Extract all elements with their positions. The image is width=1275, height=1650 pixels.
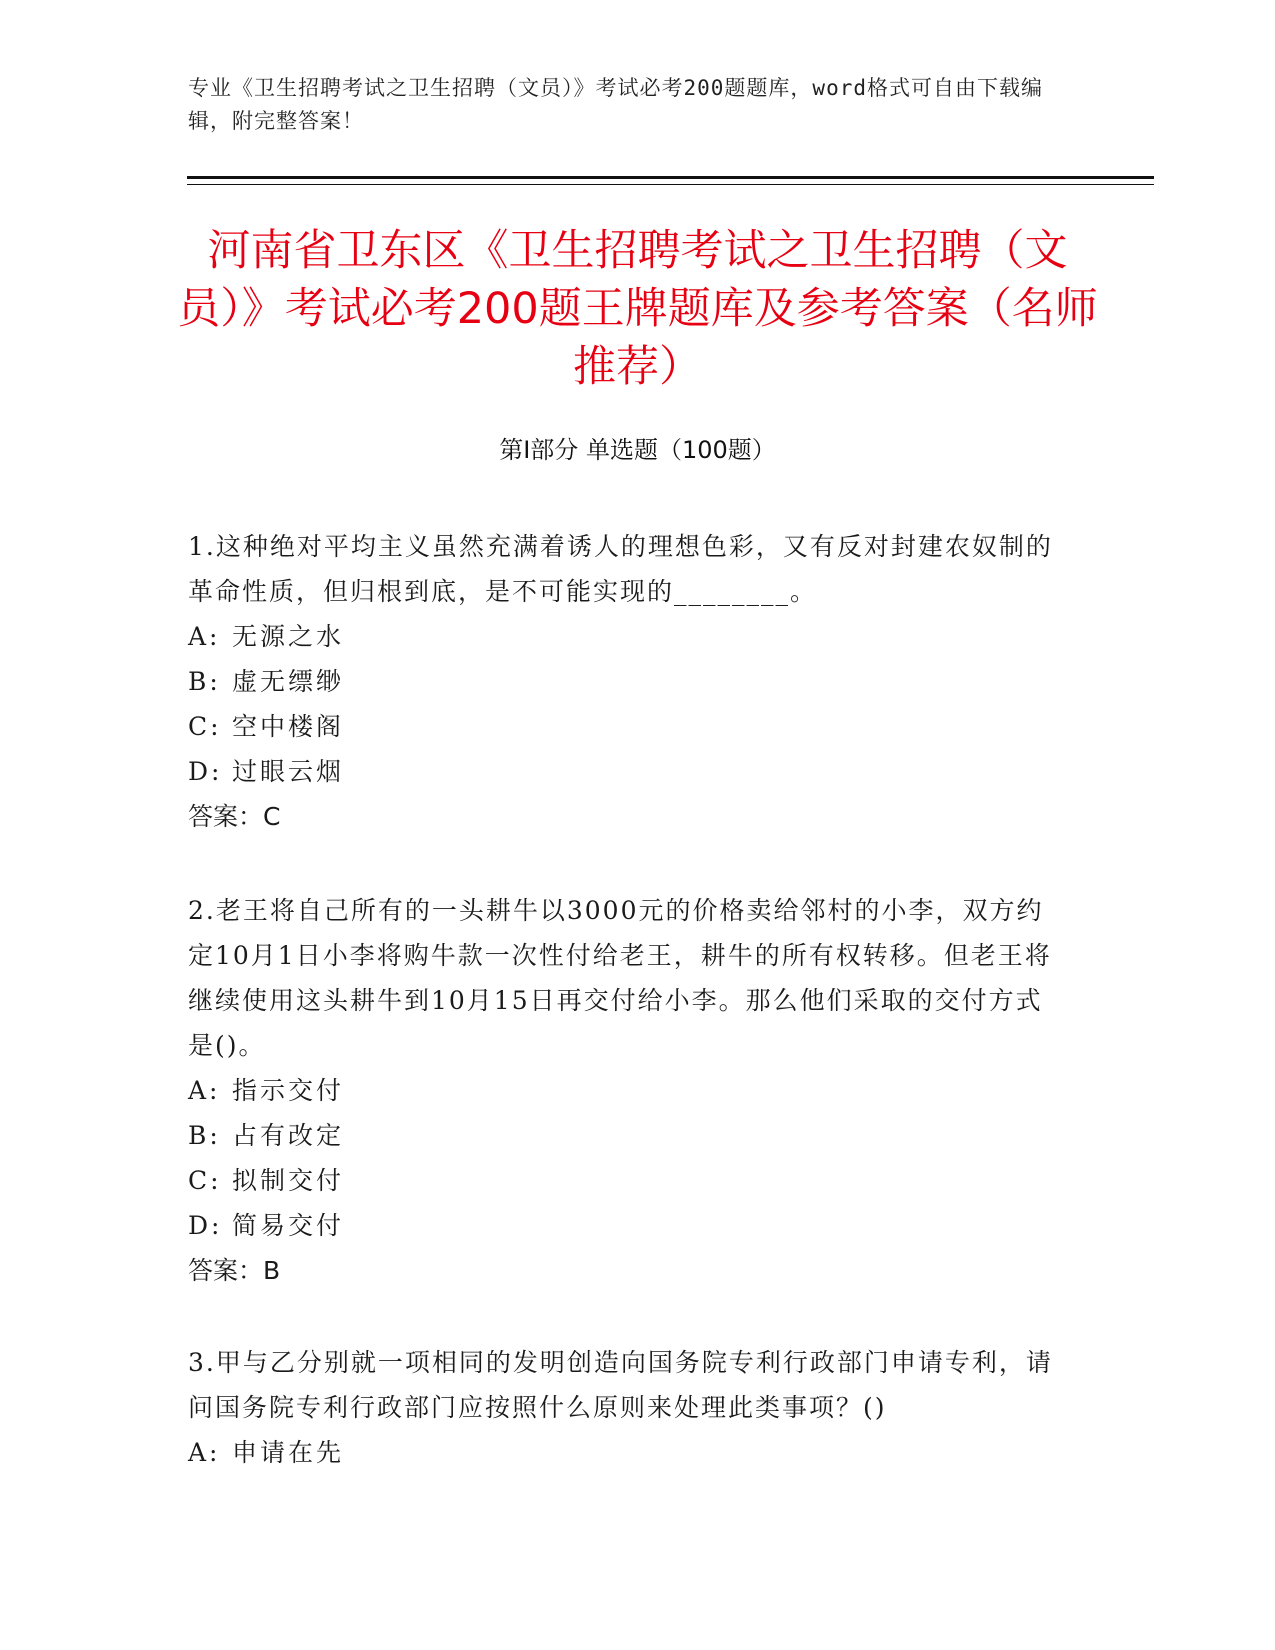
option-d — [188, 1203, 1068, 1248]
option-d — [188, 749, 1068, 794]
option-key: A: — [188, 1438, 221, 1467]
option-c — [188, 1158, 1068, 1203]
section-title: 第I部分 单选题（100题） — [499, 436, 776, 464]
option-key: B: — [188, 1121, 221, 1150]
option-text: 简易交付 — [232, 1211, 345, 1240]
document-title: 河南省卫东区《卫生招聘考试之卫生招聘（文员）》考试必考200题王牌题库及参考答案（名师推荐） — [177, 226, 1098, 392]
question-1 — [188, 524, 1068, 839]
question-stem: 1.这种绝对平均主义虽然充满着诱人的理想色彩，又有反对封建农奴制的革命性质，但归根到底，是不可能实现的________。 — [188, 532, 1053, 606]
option-b — [188, 659, 1068, 704]
option-text: 占有改定 — [232, 1121, 345, 1150]
header-divider-thin — [187, 184, 1154, 185]
option-key: A: — [188, 622, 221, 651]
question-3 — [188, 1340, 1068, 1475]
answer-label: 答案： — [188, 1256, 264, 1285]
answer — [188, 794, 1068, 839]
option-a — [188, 614, 1068, 659]
answer-value: C — [263, 802, 281, 831]
option-key: C: — [188, 1166, 222, 1195]
option-key: D: — [188, 1211, 223, 1240]
header-divider-thick — [187, 176, 1154, 179]
option-c — [188, 704, 1068, 749]
option-key: A: — [188, 1076, 221, 1105]
option-text: 无源之水 — [232, 622, 345, 651]
answer-value: B — [263, 1256, 281, 1285]
answer-label: 答案： — [188, 802, 264, 831]
option-key: B: — [188, 667, 221, 696]
option-text: 虚无缥缈 — [232, 667, 345, 696]
option-text: 指示交付 — [232, 1076, 345, 1105]
question-2 — [188, 888, 1068, 1293]
answer — [188, 1248, 1068, 1293]
option-text: 过眼云烟 — [232, 757, 345, 786]
option-text: 空中楼阁 — [232, 712, 345, 741]
header-note: 专业《卫生招聘考试之卫生招聘（文员）》考试必考200题题库，word格式可自由下载编辑，附完整答案！ — [188, 76, 1043, 133]
question-stem: 2.老王将自己所有的一头耕牛以3000元的价格卖给邻村的小李，双方约定10月1日小李将购牛款一次性付给老王，耕牛的所有权转移。但老王将继续使用这头耕牛到10月15日再交付给小李。那么他们采取的交付方式是()。 — [188, 896, 1052, 1060]
option-key: C: — [188, 712, 222, 741]
option-a — [188, 1068, 1068, 1113]
option-key: D: — [188, 757, 223, 786]
option-text: 申请在先 — [232, 1438, 345, 1467]
option-b — [188, 1113, 1068, 1158]
question-stem: 3.甲与乙分别就一项相同的发明创造向国务院专利行政部门申请专利，请问国务院专利行政部门应按照什么原则来处理此类事项？() — [188, 1348, 1053, 1422]
option-text: 拟制交付 — [232, 1166, 345, 1195]
option-a — [188, 1430, 1068, 1475]
